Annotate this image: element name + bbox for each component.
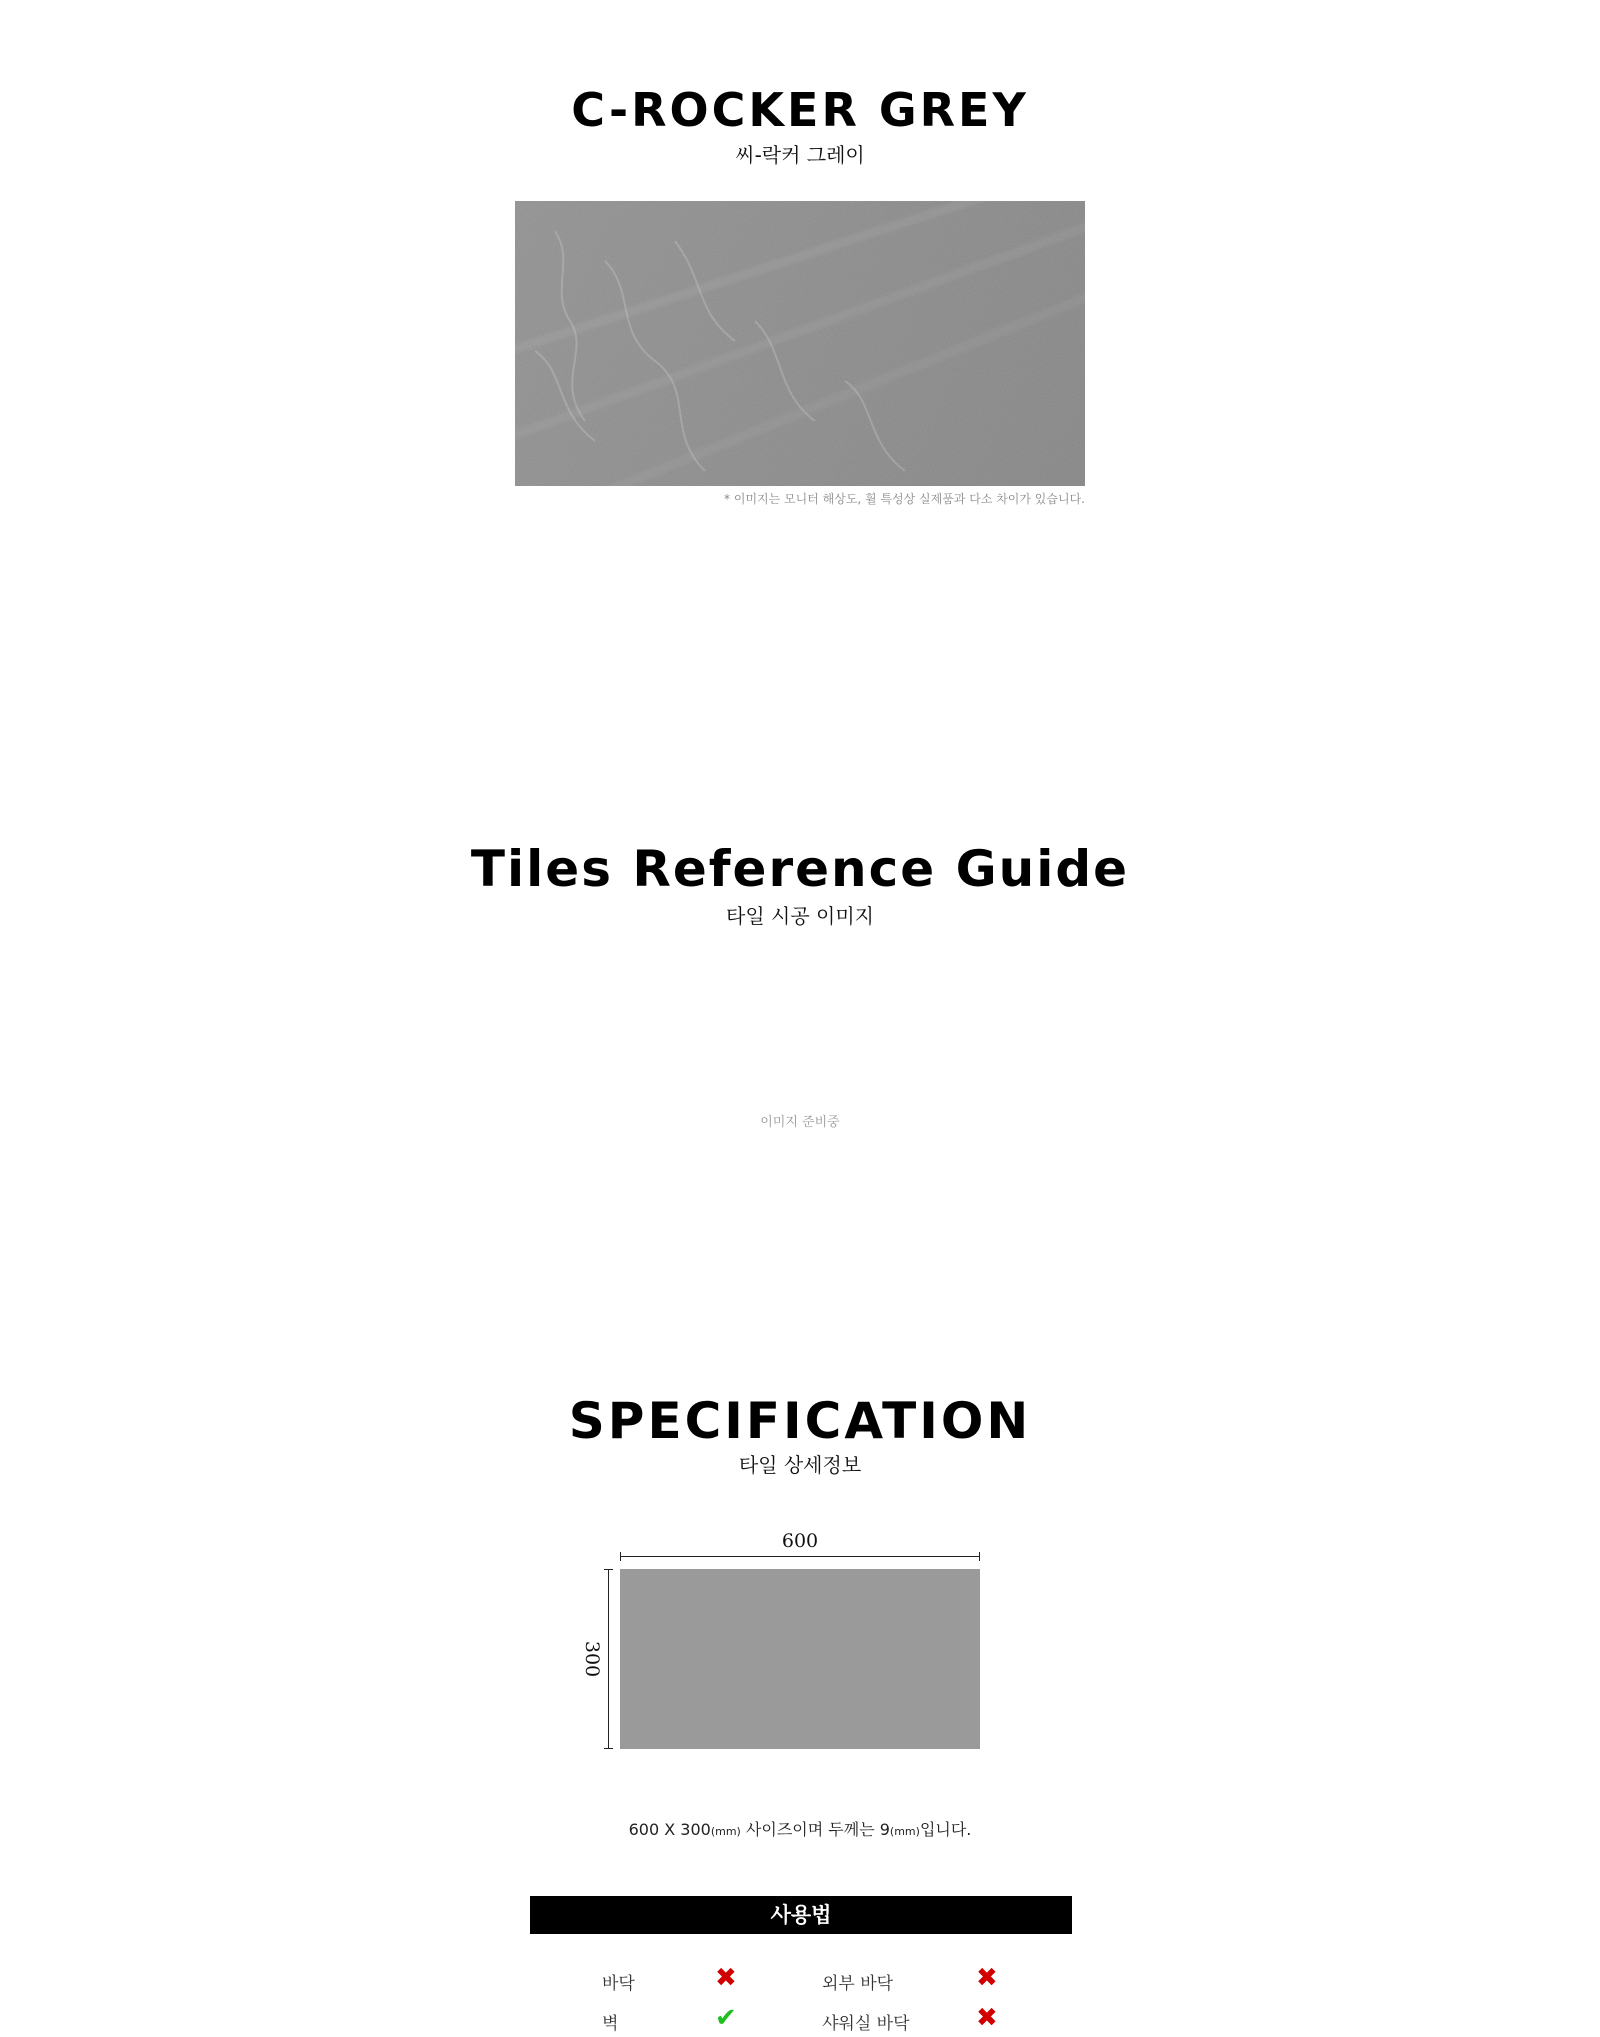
- product-title: C-ROCKER GREY: [571, 83, 1029, 137]
- size-description: [0, 1817, 1600, 1840]
- tile-size-diagram: [620, 1569, 980, 1749]
- usage-label-shower-floor: 샤워실 바닥: [822, 2014, 910, 2034]
- thickness-unit: (mm): [889, 1825, 920, 1838]
- size-end: 입니다.: [919, 1820, 972, 1839]
- width-dimension-label: 600: [781, 1530, 819, 1552]
- reference-subtitle: 타일 시공 이미지: [726, 904, 874, 928]
- cross-icon: ✖: [976, 1963, 998, 1993]
- check-icon: ✔: [715, 2003, 737, 2033]
- image-disclaimer: * 이미지는 모니터 해상도, 휠 특성상 실제품과 다소 차이가 있습니다.: [724, 492, 1085, 506]
- specification-title: SPECIFICATION: [568, 1392, 1032, 1450]
- cross-icon: ✖: [715, 1963, 737, 1993]
- cross-icon: ✖: [976, 2003, 998, 2033]
- tile-texture: [515, 201, 1085, 486]
- usage-label-floor: 바닥: [602, 1974, 635, 1994]
- image-placeholder-text: 이미지 준비중: [760, 1115, 840, 1130]
- size-unit: (mm): [710, 1825, 741, 1838]
- height-dimension-label: 300: [581, 1640, 603, 1678]
- usage-header: 사용법: [530, 1896, 1072, 1934]
- size-mid: 사이즈이며 두께는 9: [740, 1820, 890, 1839]
- product-subtitle: 씨-락커 그레이: [735, 143, 865, 167]
- width-dimension-line: [620, 1556, 980, 1557]
- height-dimension-line: [608, 1569, 609, 1749]
- tile-photo: [515, 201, 1085, 486]
- size-dims: 600 X 300: [628, 1820, 711, 1839]
- specification-subtitle: 타일 상세정보: [738, 1453, 862, 1477]
- reference-title: Tiles Reference Guide: [470, 840, 1130, 898]
- usage-label-outdoor-floor: 외부 바닥: [822, 1974, 894, 1994]
- usage-label-wall: 벽: [602, 2014, 619, 2034]
